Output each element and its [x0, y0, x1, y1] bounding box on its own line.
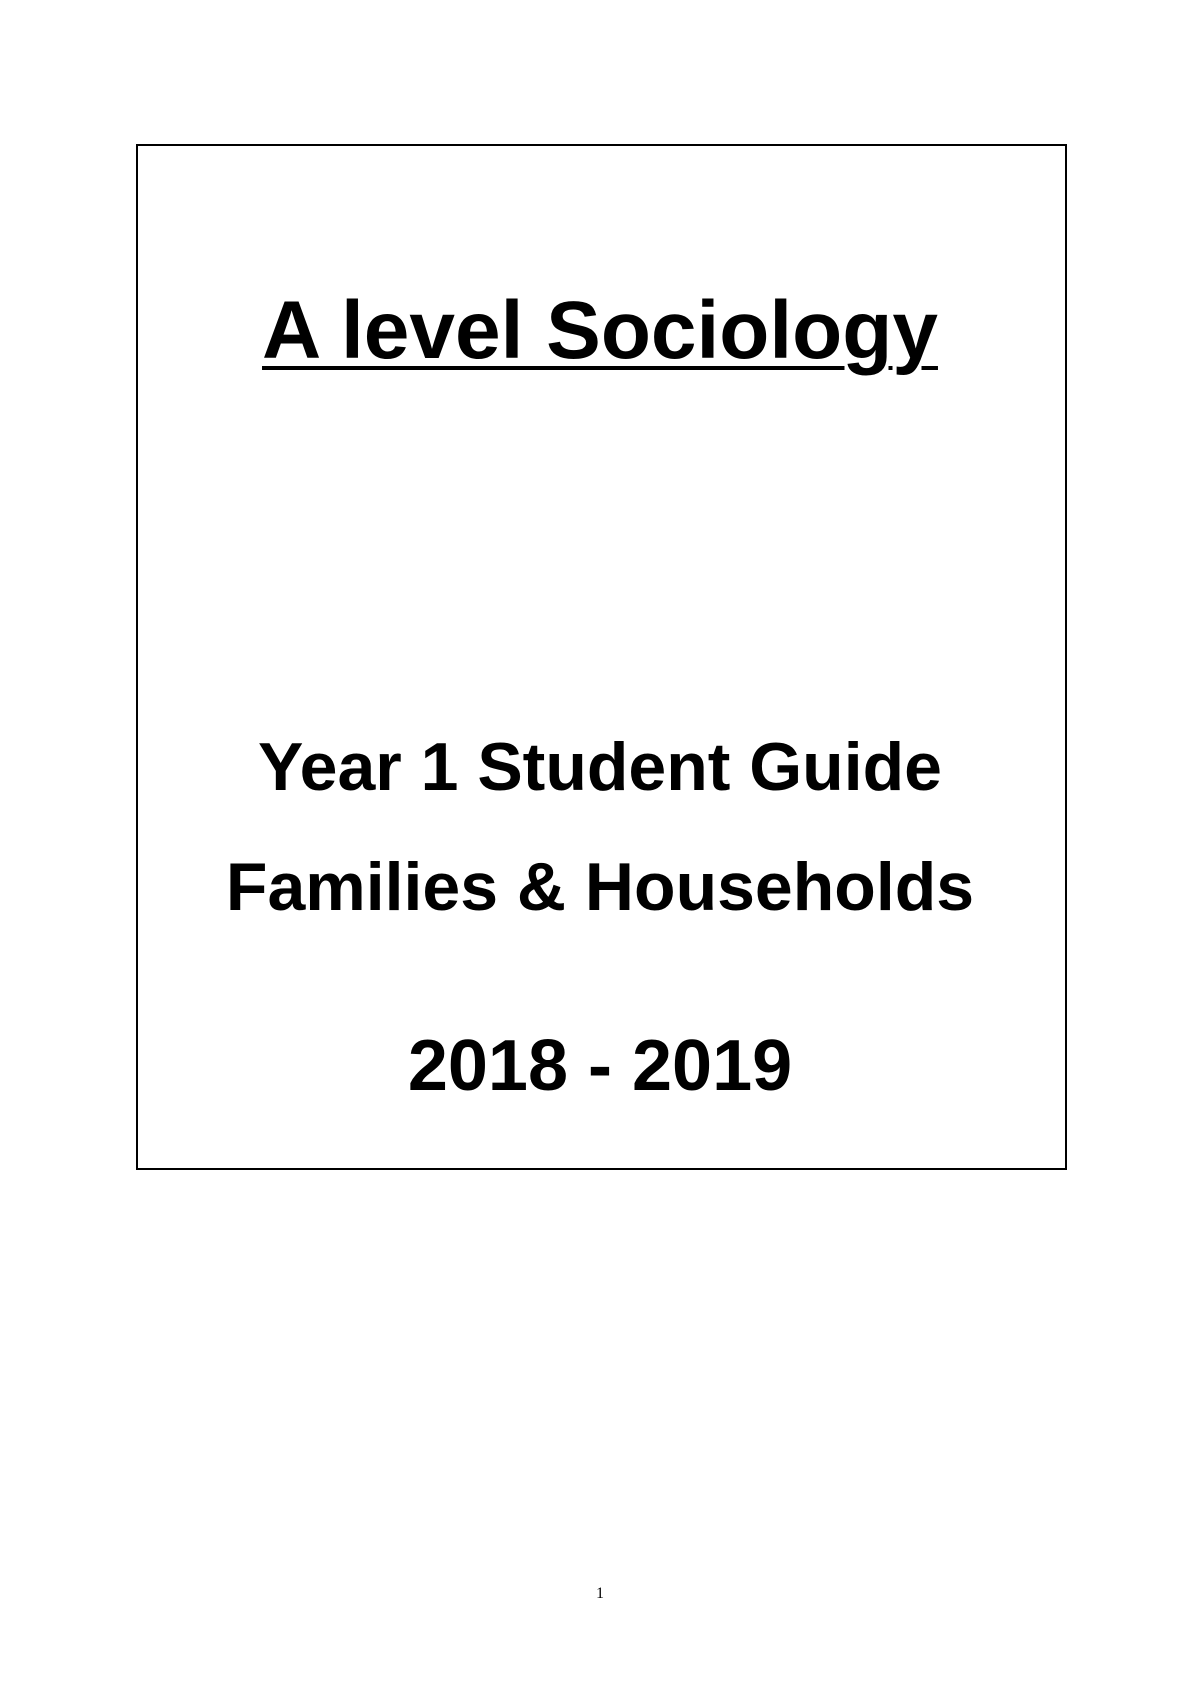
- page-title: A level Sociology: [262, 285, 938, 376]
- subtitle-topic: Families & Households: [225, 849, 975, 925]
- subtitle-guide: Year 1 Student Guide: [258, 729, 942, 805]
- academic-years: 2018 - 2019: [407, 1026, 793, 1106]
- page-number: 1: [596, 1585, 604, 1602]
